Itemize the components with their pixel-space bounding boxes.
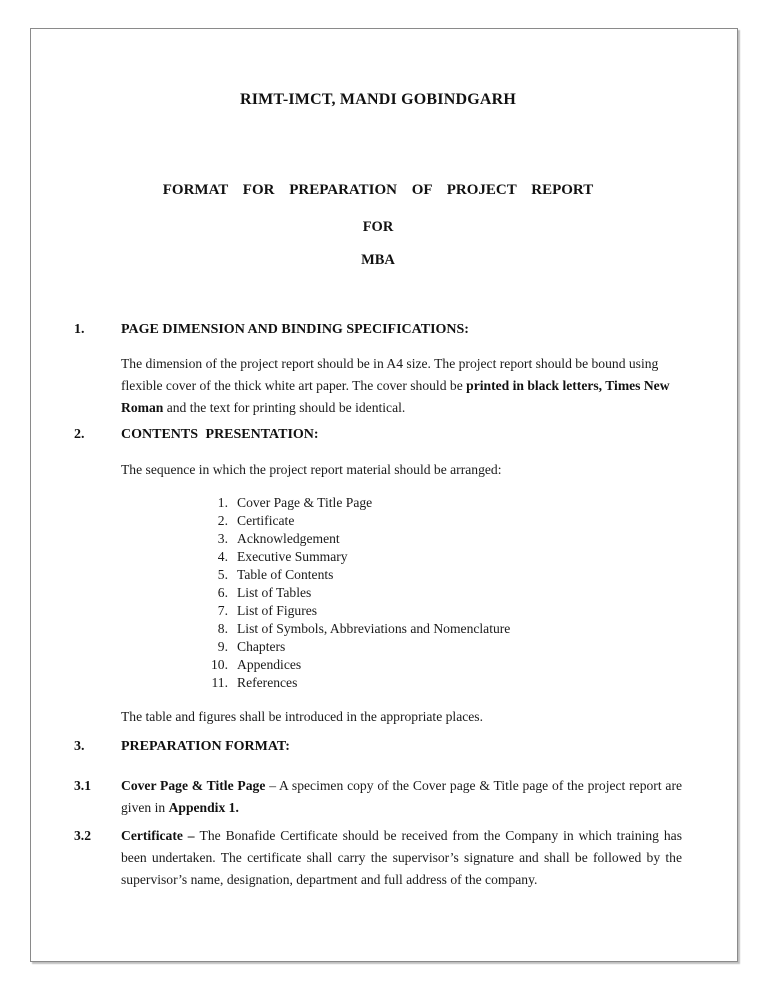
list-item-label: List of Figures	[237, 603, 318, 618]
list-item	[205, 494, 682, 512]
section-1-paragraph-bold: printed in black letters, Times New Roman	[121, 378, 670, 415]
list-item-number: 4.	[217, 549, 228, 564]
list-item-label: List of Symbols, Abbreviations and Nomenclature	[237, 621, 511, 636]
list-item	[205, 584, 682, 602]
section-1-heading-row	[74, 321, 682, 339]
list-item	[205, 656, 682, 674]
list-item-number: 8.	[217, 621, 228, 636]
section-3-2-row	[74, 825, 682, 891]
list-item	[205, 638, 682, 656]
list-item-label: Certificate	[237, 513, 295, 528]
section-1-number: 1.	[74, 322, 85, 337]
list-item	[205, 674, 682, 692]
sequence-intro: The sequence in which the project report material should be arranged:	[121, 462, 502, 477]
list-item	[205, 602, 682, 620]
contents-list	[205, 494, 682, 692]
section-3-2-lead-bold: Certificate –	[121, 828, 200, 843]
list-item-number: 10.	[211, 657, 228, 672]
list-item	[205, 620, 682, 638]
list-item-number: 2.	[217, 513, 228, 528]
section-3-1-lead-bold: Cover Page & Title Page	[121, 778, 266, 793]
section-3-2-number: 3.2	[74, 828, 91, 843]
list-item	[205, 512, 682, 530]
list-item-label: References	[237, 675, 298, 690]
list-item-number: 9.	[217, 639, 228, 654]
section-3-1-row	[74, 775, 682, 819]
section-3-1-tail-bold: Appendix 1.	[168, 800, 239, 815]
list-item-label: Table of Contents	[237, 567, 334, 582]
section-2-heading: CONTENTS PRESENTATION:	[121, 427, 319, 442]
section-1-heading: PAGE DIMENSION AND BINDING SPECIFICATIONS:	[121, 322, 469, 337]
document-page	[30, 28, 738, 962]
list-item	[205, 530, 682, 548]
section-3-heading: PREPARATION FORMAT:	[121, 739, 290, 754]
section-1-paragraph-lead: The dimension of the project report should be in A4 size. The project report should be bound using flexible cover of the thick white art paper. The cover should be	[121, 356, 659, 393]
for-label: FOR	[362, 219, 394, 235]
page-content	[31, 90, 737, 891]
list-item-label: List of Tables	[237, 585, 312, 600]
institution-title: RIMT-IMCT, MANDI GOBINDGARH	[239, 91, 517, 108]
list-item-number: 1.	[217, 495, 228, 510]
list-item-label: Cover Page & Title Page	[237, 495, 373, 510]
list-item-label: Appendices	[237, 657, 302, 672]
list-item-number: 5.	[217, 567, 228, 582]
section-2-heading-row	[74, 426, 682, 444]
list-item-number: 7.	[217, 603, 228, 618]
section-3-2-body: The Bonafide Certificate should be received from the Company in which training has been undertaken. The certificate shall carry the supervisor’s signature and shall be followed by the supervisor’s name, designation, department and full address of the company.	[121, 828, 683, 887]
list-item-label: Acknowledgement	[237, 531, 340, 546]
list-item-number: 6.	[217, 585, 228, 600]
section-3-1-number: 3.1	[74, 778, 91, 793]
section-1-paragraph	[121, 353, 682, 419]
tables-figures-note: The table and figures shall be introduced in the appropriate places.	[121, 709, 483, 724]
section-3-heading-row	[74, 738, 682, 756]
list-item-number: 3.	[217, 531, 228, 546]
list-item-number: 11.	[211, 675, 228, 690]
section-3-number: 3.	[74, 739, 85, 754]
report-format-title: FORMAT FOR PREPARATION OF PROJECT REPORT	[162, 182, 594, 198]
section-3-2-paragraph	[121, 825, 682, 891]
section-1-paragraph-tail: and the text for printing should be identical.	[163, 400, 406, 415]
section-3-1-paragraph	[121, 775, 682, 819]
list-item-label: Chapters	[237, 639, 286, 654]
degree-label: MBA	[361, 252, 395, 268]
list-item	[205, 566, 682, 584]
list-item-label: Executive Summary	[237, 549, 348, 564]
list-item	[205, 548, 682, 566]
section-2-number: 2.	[74, 427, 85, 442]
section-3-1-body: – A specimen copy of the Cover page & Title page of the project report are given in	[121, 778, 682, 815]
